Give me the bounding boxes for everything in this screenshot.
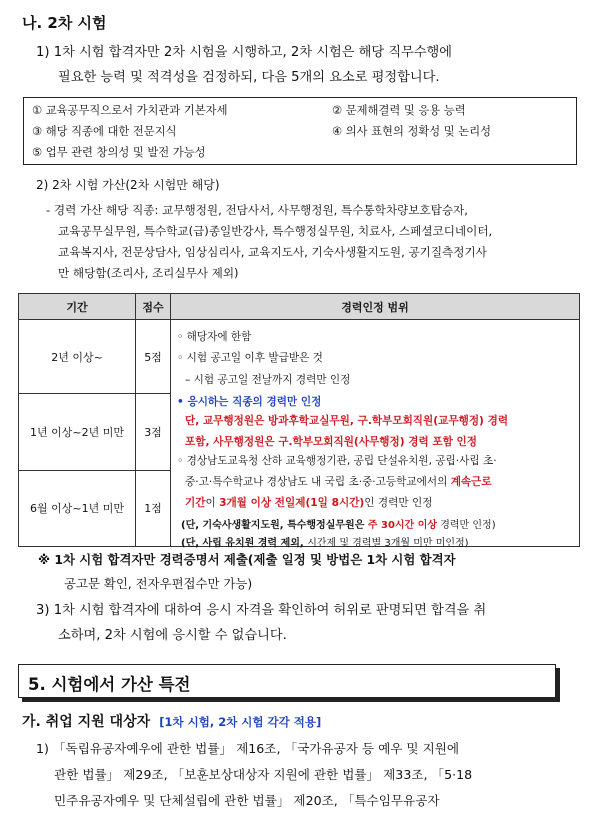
scope-line [185, 474, 492, 489]
scope-line-red: 단, 교무행정원은 방과후학교실무원, 구.학부모회직원(교무행정) 경력 [185, 415, 509, 427]
subsection-a-title: 가. 취업 지원 대상자 [22, 714, 151, 730]
scope-line [181, 534, 469, 549]
factor-item: ② 문제해결력 및 응용 능력 [332, 104, 466, 117]
scope-text: 시간제 및 경력별 3개월 미만 미인정) [307, 538, 469, 549]
paragraph-line: 관한 법률」 제29조, 「보훈보상대상자 지원에 관한 법률」 제33조, 「5·18 [54, 767, 473, 782]
scope-text: 인 경력만 인정 [364, 497, 433, 509]
scope-line [181, 516, 496, 531]
scope-cell [171, 320, 580, 547]
factor-item: ⑤ 업무 관련 창의성 및 발전 가능성 [32, 146, 206, 159]
career-bonus-jobs [46, 200, 492, 284]
score-cell: 5점 [136, 320, 171, 394]
scope-text-red: 주 30시간 이상 [367, 520, 438, 531]
scope-line: ◦ 경상남도교육청 산하 교육행정기관, 공립 단설유치원, 공립·사립 초· [177, 455, 497, 467]
scope-line-red: 포함, 사무행정원은 구.학부모회직원(사무행정) 경력 포함 인정 [185, 436, 478, 448]
evaluation-factors-box [23, 97, 577, 165]
subsection-a [22, 711, 321, 731]
scope-line: – 시험 공고일 전날까지 경력만 인정 [185, 374, 351, 386]
score-cell: 3점 [136, 394, 171, 470]
scope-text-red: 3개월 이상 전일제(1일 8시간) [219, 497, 365, 509]
scope-text: 경력만 인정) [437, 520, 496, 531]
paragraph-line: 만 해당함(조리사, 조리실무사 제외) [58, 266, 239, 280]
scope-line [185, 495, 432, 510]
paragraph-veterans-laws [36, 736, 472, 814]
table-row [19, 320, 580, 394]
paragraph-line: 3) 1차 시험 합격자에 대하여 응시 자격을 확인하여 허위로 판명되면 합격을 취 [36, 603, 487, 618]
subsection-title: 2) 2차 시험 가산(2차 시험만 해당) [36, 178, 220, 192]
paragraph-line: 교육공무실무원, 특수학교(급)종일반강사, 특수행정실무원, 치료사, 스페셜코디네이터, [58, 224, 493, 238]
scope-text-red: 계속근로 [450, 476, 492, 488]
note-line: ※ 1차 시험 합격자만 경력증명서 제출(제출 일정 및 방법은 1차 시험 합격자 [38, 552, 456, 567]
scope-line-highlight: • 응시하는 직종의 경력만 인정 [177, 396, 322, 408]
scope-text: (단, 사립 유치원 경력 제외, [181, 538, 308, 549]
period-cell: 1년 이상~2년 미만 [19, 394, 136, 470]
section-5-box [18, 664, 556, 698]
table-header-row [19, 294, 580, 320]
factor-item: ① 교육공무직으로서 가치관과 기본자세 [32, 104, 228, 117]
paragraph-2nd-exam-criteria [36, 40, 452, 90]
scope-text: 중·고·특수학교나 경상남도 내 국립 초·중·고등학교에서의 [185, 476, 451, 488]
column-header-scope: 경력인정 범위 [171, 294, 580, 320]
paragraph-line: 교육복지사, 전문상담사, 임상심리사, 교육지도사, 기숙사생활지도원, 공기질측정기사 [58, 245, 487, 259]
paragraph-line: - 경력 가산 해당 직종: 교무행정원, 전담사서, 사무행정원, 특수통학차량보호탑승자, [46, 203, 468, 217]
section-heading: 나. 2차 시험 [22, 14, 107, 32]
factor-item: ③ 해당 직종에 대한 전문지식 [32, 125, 177, 138]
paragraph-line: 민주유공자예우 및 단체설립에 관한 법률」 제20조, 「특수임무유공자 [54, 793, 440, 808]
paragraph-line: 소하며, 2차 시험에 응시할 수 없습니다. [58, 628, 287, 643]
note-line: 공고문 확인, 전자우편접수만 가능) [64, 576, 253, 591]
subsection-a-tag: [1차 시험, 2차 시험 각각 적용] [159, 715, 322, 729]
section-5-title: 5. 시험에서 가산 특전 [28, 675, 191, 694]
column-header-score: 점수 [136, 294, 171, 320]
scope-text-red: 기간 [185, 497, 206, 509]
period-cell: 2년 이상~ [19, 320, 136, 394]
career-score-table [18, 293, 580, 547]
column-header-period: 기간 [19, 294, 136, 320]
certificate-note [38, 548, 456, 596]
scope-line: ◦ 시험 공고일 이후 발급받은 것 [177, 352, 323, 364]
paragraph-line: 1) 1차 시험 합격자만 2차 시험을 시행하고, 2차 시험은 해당 직무수행에 [36, 45, 453, 60]
factor-item: ④ 의사 표현의 정확성 및 논리성 [332, 125, 492, 138]
paragraph-disqualification [36, 598, 486, 648]
scope-text: 이 [205, 497, 220, 509]
scope-text: (단, 기숙사생활지도원, 특수행정실무원은 [181, 520, 368, 531]
paragraph-line: 1) 「독립유공자예우에 관한 법률」 제16조, 「국가유공자 등 예우 및 지원에 [36, 741, 460, 756]
paragraph-line: 필요한 능력 및 적격성을 검정하되, 다음 5개의 요소로 평정합니다. [58, 70, 440, 85]
scope-line: ◦ 해당자에 한함 [177, 331, 252, 343]
score-cell: 1점 [136, 470, 171, 546]
period-cell: 6월 이상~1년 미만 [19, 470, 136, 546]
